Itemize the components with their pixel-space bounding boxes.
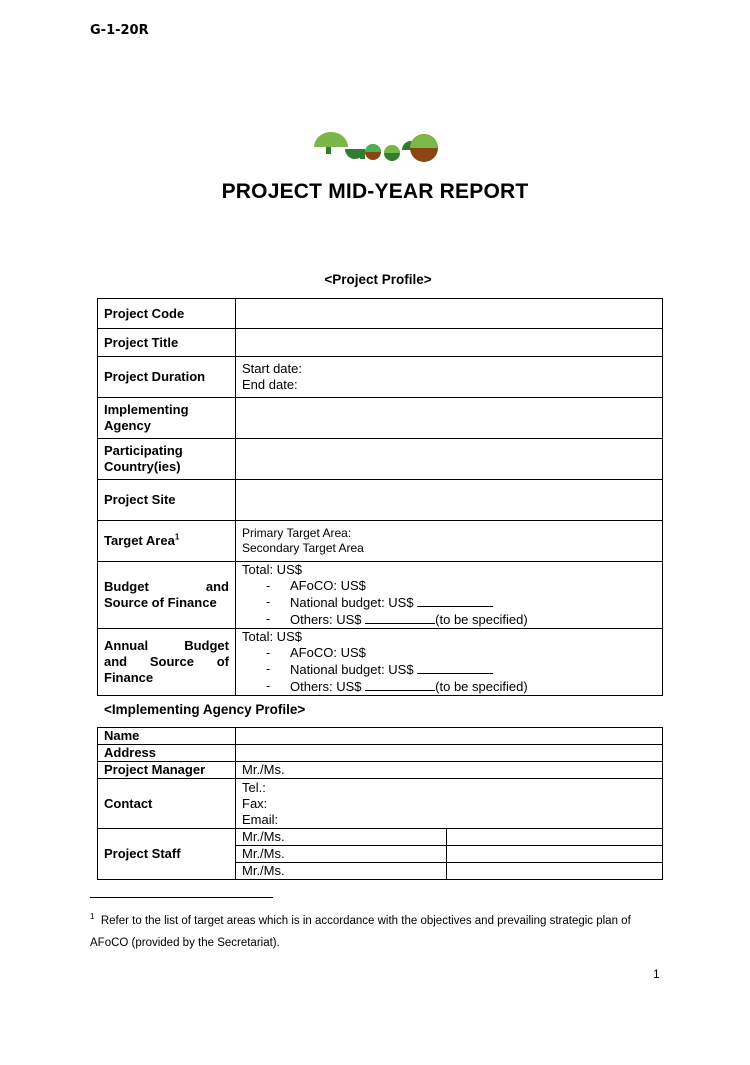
- contact-label: Contact: [98, 779, 236, 829]
- label-word: Budget: [104, 579, 149, 594]
- table-row: [98, 629, 663, 696]
- agency-profile-heading: <Implementing Agency Profile>: [104, 702, 306, 717]
- list-item: [266, 661, 656, 678]
- label-word: Annual: [104, 638, 149, 653]
- label-line: Implementing: [104, 402, 189, 417]
- project-manager-field[interactable]: Mr./Ms.: [236, 762, 663, 779]
- project-profile-table: [97, 298, 663, 696]
- project-site-field[interactable]: [236, 480, 663, 521]
- contact-field[interactable]: [236, 779, 663, 829]
- end-date-label: End date:: [242, 377, 298, 392]
- others-budget-blank[interactable]: [365, 678, 435, 691]
- national-budget-blank[interactable]: [417, 661, 493, 674]
- project-profile-heading: <Project Profile>: [324, 272, 432, 287]
- annual-budget-field[interactable]: [236, 629, 663, 696]
- email-label: Email:: [242, 811, 279, 827]
- start-date-label: Start date:: [242, 361, 302, 376]
- target-area-label: [98, 521, 236, 562]
- annual-budget-breakdown-list: [242, 645, 656, 695]
- footnote: [90, 910, 660, 954]
- project-staff-role-field[interactable]: [447, 863, 663, 880]
- agency-address-label: Address: [98, 745, 236, 762]
- project-code-field[interactable]: [236, 299, 663, 329]
- target-area-field[interactable]: [236, 521, 663, 562]
- primary-target-area-label: Primary Target Area:: [242, 526, 352, 540]
- footnote-text: Refer to the list of target areas which is in accordance with the objectives and prevailing strategic plan of AFoCO (provided by the Secretariat).: [90, 915, 631, 949]
- list-item: [266, 578, 656, 594]
- project-staff-name-field[interactable]: Mr./Ms.: [236, 863, 447, 880]
- report-title: PROJECT MID-YEAR REPORT: [221, 180, 529, 203]
- afoco-budget-label: AFoCO: US$: [290, 578, 366, 593]
- label-word: of: [216, 654, 229, 669]
- label-line: Finance: [104, 670, 154, 685]
- label-line: [104, 579, 229, 595]
- secondary-target-area-label: Secondary Target Area: [242, 541, 364, 555]
- project-staff-role-field[interactable]: [447, 846, 663, 863]
- table-row: [98, 562, 663, 629]
- implementing-agency-label: [98, 398, 236, 439]
- agency-name-label: Name: [98, 728, 236, 745]
- label-line: Source of Finance: [104, 595, 217, 610]
- label-word: and: [104, 654, 128, 669]
- list-item: [266, 678, 656, 695]
- agency-address-field[interactable]: [236, 745, 663, 762]
- project-staff-label: Project Staff: [98, 829, 236, 880]
- participating-country-field[interactable]: [236, 439, 663, 480]
- target-area-text: Target Area: [104, 533, 175, 548]
- label-word: Source: [149, 654, 194, 669]
- national-budget-blank[interactable]: [417, 594, 493, 607]
- annual-budget-label: [98, 629, 236, 696]
- label-word: Budget: [184, 638, 229, 653]
- footnote-number: 1: [90, 912, 95, 922]
- project-title-label: Project Title: [98, 329, 236, 357]
- label-line: Participating: [104, 443, 183, 458]
- budget-field[interactable]: [236, 562, 663, 629]
- participating-country-label: [98, 439, 236, 480]
- project-staff-role-field[interactable]: [447, 829, 663, 846]
- budget-breakdown-list: [242, 578, 656, 628]
- national-budget-label: National budget: US$: [290, 662, 414, 677]
- label-line: Country(ies): [104, 459, 181, 474]
- table-row: [98, 728, 663, 745]
- project-site-label: Project Site: [98, 480, 236, 521]
- list-item: [266, 611, 656, 628]
- document-code: G-1-20R: [90, 23, 149, 38]
- table-row: [98, 329, 663, 357]
- table-row: [98, 521, 663, 562]
- table-row: [98, 357, 663, 398]
- label-line: Agency: [104, 418, 151, 433]
- others-budget-label: Others: US$: [290, 679, 362, 694]
- footnote-divider: [90, 897, 273, 898]
- list-item: [266, 594, 656, 611]
- table-row: [98, 299, 663, 329]
- afoco-logo-icon: [312, 132, 440, 166]
- tel-label: Tel.:: [242, 779, 266, 795]
- table-row: [98, 829, 663, 846]
- national-budget-label: National budget: US$: [290, 595, 414, 610]
- agency-profile-table: [97, 727, 663, 880]
- others-budget-blank[interactable]: [365, 611, 435, 624]
- project-staff-name-field[interactable]: Mr./Ms.: [236, 829, 447, 846]
- project-title-field[interactable]: [236, 329, 663, 357]
- project-code-label: Project Code: [98, 299, 236, 329]
- label-word: and: [205, 579, 229, 594]
- table-row: [98, 745, 663, 762]
- table-row: [98, 398, 663, 439]
- others-budget-label: Others: US$: [290, 612, 362, 627]
- footnote-mark: 1: [174, 532, 180, 542]
- fax-label: Fax:: [242, 795, 268, 811]
- project-manager-label: Project Manager: [98, 762, 236, 779]
- to-be-specified-label: (to be specified): [435, 679, 528, 694]
- table-row: [98, 762, 663, 779]
- budget-total-label: Total: US$: [242, 562, 302, 577]
- project-staff-name-field[interactable]: Mr./Ms.: [236, 846, 447, 863]
- table-row: [98, 480, 663, 521]
- to-be-specified-label: (to be specified): [435, 612, 528, 627]
- annual-budget-total-label: Total: US$: [242, 629, 302, 644]
- implementing-agency-field[interactable]: [236, 398, 663, 439]
- table-row: [98, 779, 663, 829]
- project-duration-field[interactable]: [236, 357, 663, 398]
- list-item: [266, 645, 656, 661]
- project-duration-label: Project Duration: [98, 357, 236, 398]
- page-number: 1: [653, 967, 660, 981]
- afoco-budget-label: AFoCO: US$: [290, 645, 366, 660]
- agency-name-field[interactable]: [236, 728, 663, 745]
- table-row: [98, 439, 663, 480]
- label-line: [104, 654, 229, 670]
- budget-label: [98, 562, 236, 629]
- label-line: [104, 638, 229, 654]
